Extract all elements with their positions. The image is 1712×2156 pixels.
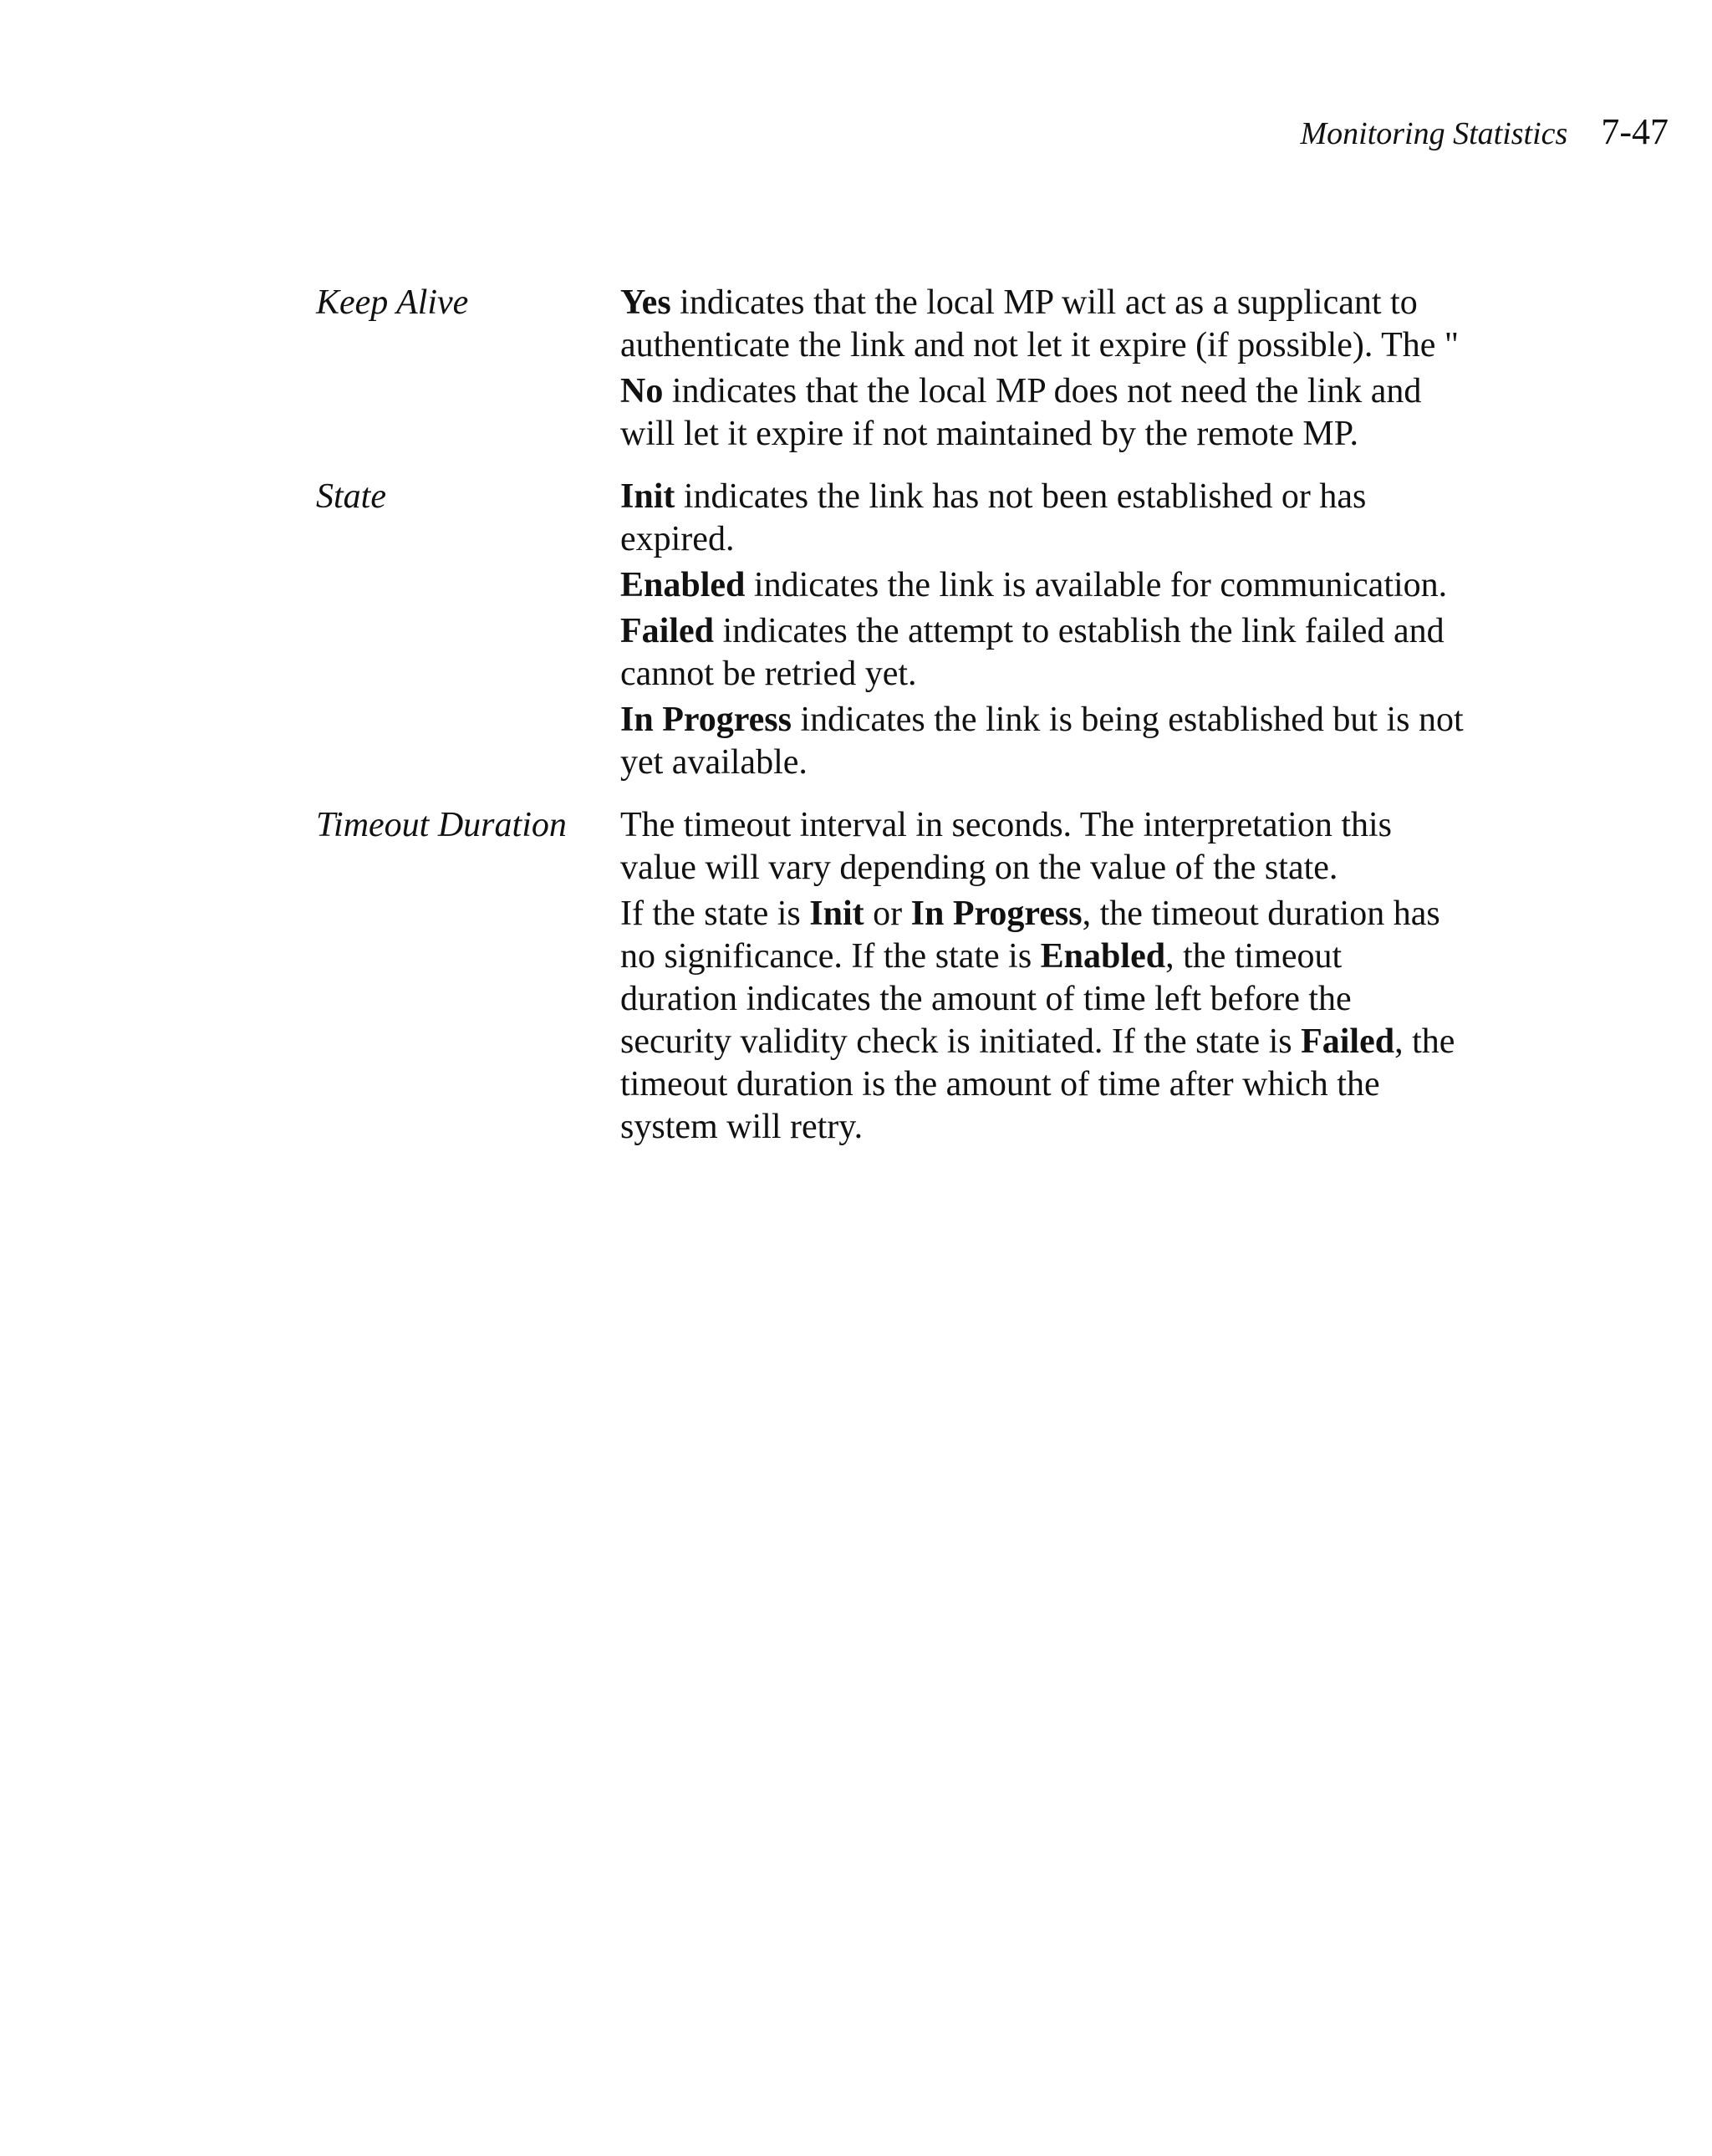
definition-list bbox=[316, 282, 1486, 1152]
bold-keyword: Enabled bbox=[620, 566, 746, 604]
paragraph-text: indicates the link has not been established or has expired. bbox=[620, 477, 1367, 558]
bold-keyword: Failed bbox=[1301, 1022, 1395, 1061]
paragraph-text: , the timeout duration indicates the amount of time left before the security validity check is initiated. If the state is bbox=[620, 937, 1352, 1061]
paragraph bbox=[620, 804, 1465, 889]
bold-keyword: Init bbox=[809, 895, 864, 933]
bold-keyword: Yes bbox=[620, 283, 671, 322]
paragraph bbox=[620, 893, 1465, 1149]
paragraph-text: indicates the link is being established but is not yet available. bbox=[620, 701, 1464, 782]
paragraph-text: or bbox=[864, 895, 911, 933]
paragraph-text: indicates that the local MP does not need the link and will let it expire if not maintained by the remote MP. bbox=[620, 372, 1422, 453]
definition-row-keep-alive bbox=[316, 282, 1486, 459]
paragraph-text: indicates the link is available for communication. bbox=[745, 566, 1448, 604]
page-number: 7-47 bbox=[1601, 111, 1669, 152]
paragraph bbox=[620, 564, 1465, 607]
section-title: Monitoring Statistics bbox=[1300, 116, 1568, 151]
term-keep-alive: Keep Alive bbox=[316, 283, 469, 322]
bold-keyword: Enabled bbox=[1040, 937, 1166, 976]
paragraph bbox=[620, 610, 1465, 696]
bold-keyword: Init bbox=[620, 477, 675, 516]
paragraph bbox=[620, 699, 1465, 784]
paragraph-text: , the timeout duration is the amount of time after which the system will retry. bbox=[620, 1022, 1455, 1146]
paragraph bbox=[620, 370, 1465, 456]
bold-keyword: No bbox=[620, 372, 664, 410]
paragraph-text: If the state is bbox=[620, 895, 810, 933]
definition-row-timeout-duration bbox=[316, 804, 1486, 1152]
definition-row-state bbox=[316, 476, 1486, 787]
definition-timeout-duration bbox=[620, 804, 1465, 1152]
definition-state bbox=[620, 476, 1465, 787]
paragraph-text: indicates that the local MP will act as a supplicant to authenticate the link and not let it expire (if possible). The " bbox=[620, 283, 1460, 364]
term-state: State bbox=[316, 477, 386, 516]
paragraph-text: indicates the attempt to establish the link failed and cannot be retried yet. bbox=[620, 612, 1444, 693]
term-timeout-duration: Timeout Duration bbox=[316, 806, 567, 844]
paragraph bbox=[620, 476, 1465, 561]
definition-keep-alive bbox=[620, 282, 1465, 459]
bold-keyword: In Progress bbox=[910, 895, 1083, 933]
paragraph bbox=[620, 282, 1465, 367]
running-header bbox=[1300, 110, 1669, 153]
paragraph-text: , the timeout duration has no significance. If the state is bbox=[620, 895, 1440, 976]
bold-keyword: Failed bbox=[620, 612, 714, 650]
paragraph-text: The timeout interval in seconds. The interpretation this value will vary depending on the value of the state. bbox=[620, 806, 1392, 887]
bold-keyword: In Progress bbox=[620, 701, 792, 739]
